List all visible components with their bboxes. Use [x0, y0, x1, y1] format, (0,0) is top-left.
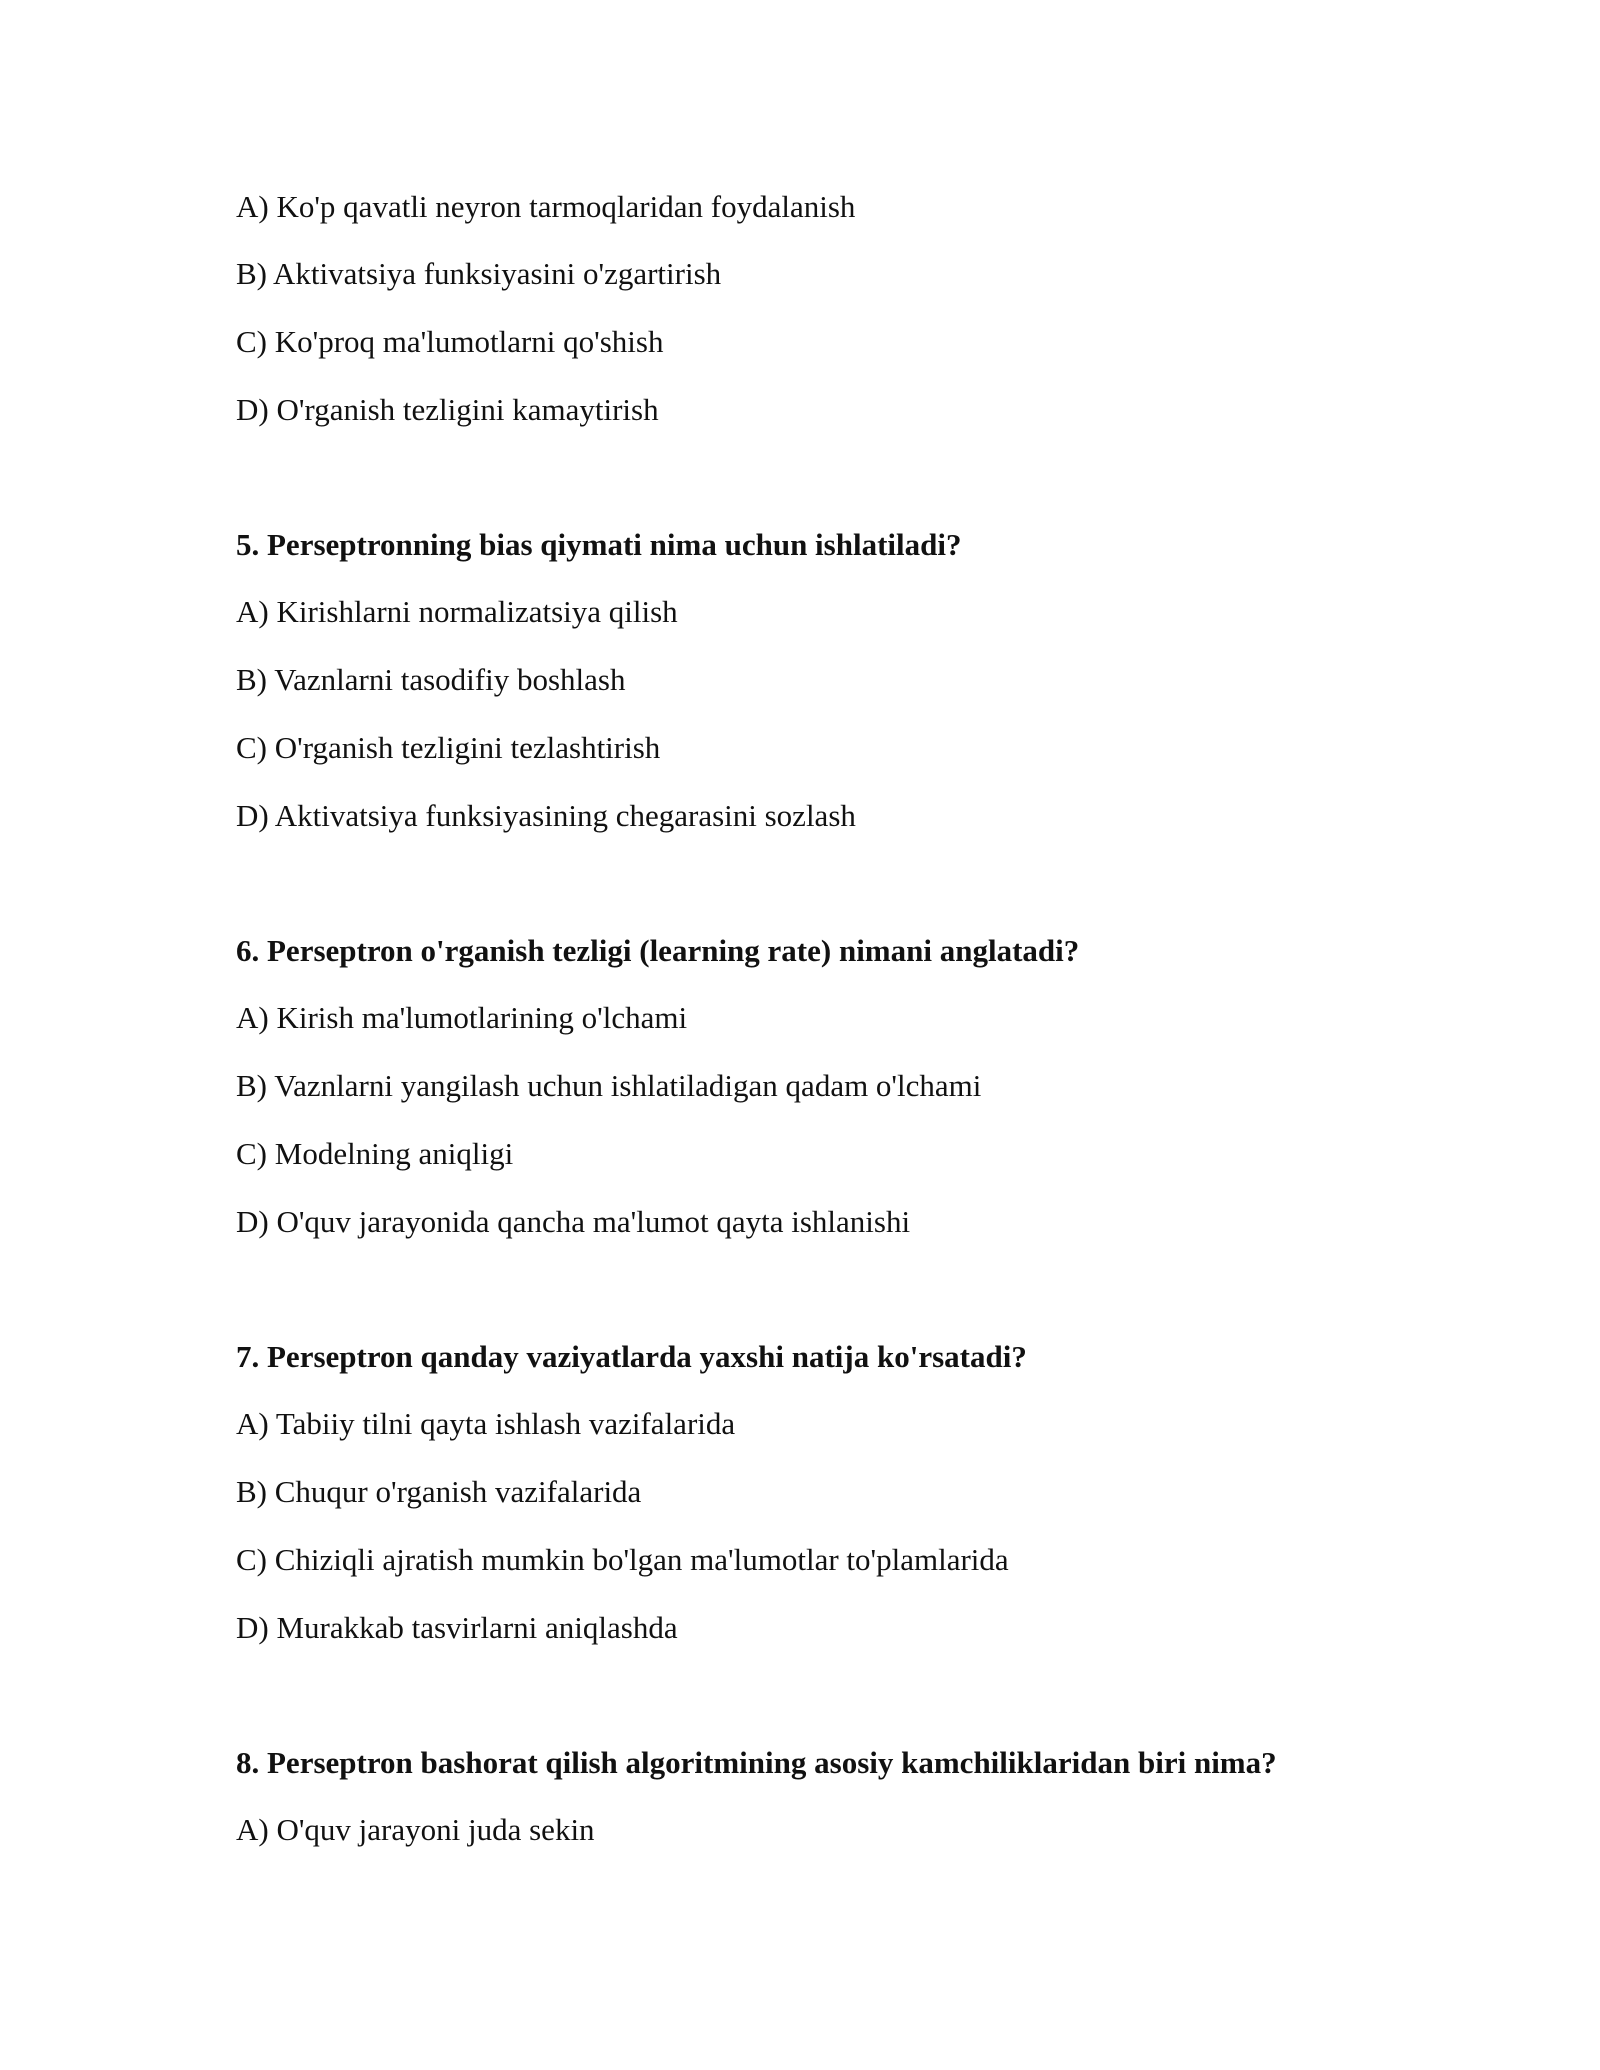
answer-option: C) O'rganish tezligini tezlashtirish	[236, 730, 661, 765]
question-heading: 5. Perseptronning bias qiymati nima uchun ishlatiladi?	[236, 527, 962, 562]
answer-option: B) Chuqur o'rganish vazifalarida	[236, 1474, 642, 1509]
question-heading: 6. Perseptron o'rganish tezligi (learning rate) nimani anglatadi?	[236, 933, 1080, 968]
answer-option: B) Vaznlarni yangilash uchun ishlatiladigan qadam o'lchami	[236, 1068, 982, 1103]
answer-option: A) Kirish ma'lumotlarining o'lchami	[236, 1000, 688, 1035]
answer-option: A) Kirishlarni normalizatsiya qilish	[236, 594, 678, 629]
question-heading: 7. Perseptron qanday vaziyatlarda yaxshi natija ko'rsatadi?	[236, 1339, 1027, 1374]
answer-option: D) O'rganish tezligini kamaytirish	[236, 392, 659, 427]
answer-option: D) O'quv jarayonida qancha ma'lumot qayta ishlanishi	[236, 1204, 911, 1239]
answer-option: B) Aktivatsiya funksiyasini o'zgartirish	[236, 256, 722, 291]
answer-option: D) Murakkab tasvirlarni aniqlashda	[236, 1610, 678, 1645]
answer-option: C) Ko'proq ma'lumotlarni qo'shish	[236, 324, 664, 359]
answer-option: A) Tabiiy tilni qayta ishlash vazifalarida	[236, 1406, 736, 1441]
answer-option: D) Aktivatsiya funksiyasining chegarasini sozlash	[236, 798, 856, 833]
question-heading: 8. Perseptron bashorat qilish algoritmining asosiy kamchiliklaridan biri nima?	[236, 1745, 1277, 1780]
answer-option: C) Modelning aniqligi	[236, 1136, 514, 1171]
answer-option: C) Chiziqli ajratish mumkin bo'lgan ma'lumotlar to'plamlarida	[236, 1542, 1009, 1577]
answer-option: B) Vaznlarni tasodifiy boshlash	[236, 662, 626, 697]
answer-option: A) Ko'p qavatli neyron tarmoqlaridan foydalanish	[236, 189, 856, 224]
answer-option: A) O'quv jarayoni juda sekin	[236, 1812, 595, 1847]
